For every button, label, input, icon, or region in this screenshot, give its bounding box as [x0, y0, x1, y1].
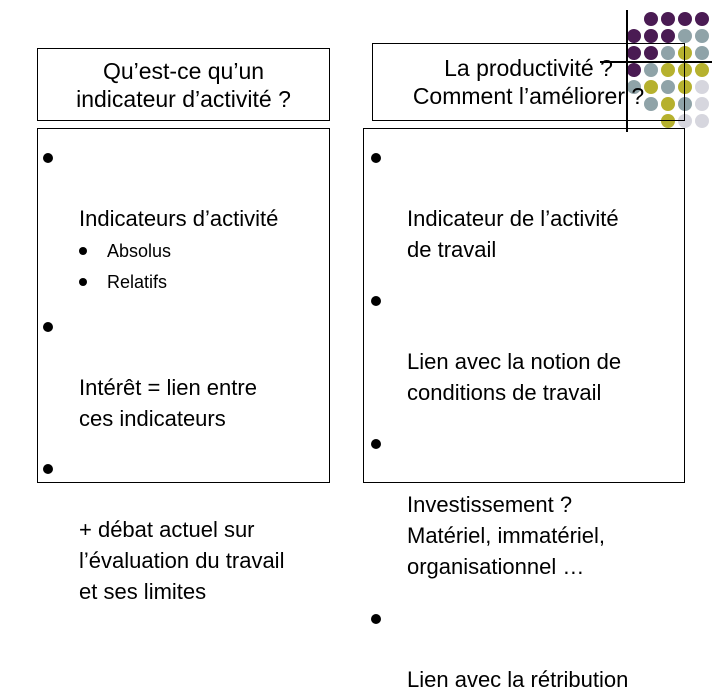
decorative-dot	[661, 29, 675, 43]
decorative-dot	[678, 29, 692, 43]
bullet-dot	[43, 153, 53, 163]
decorative-dot	[644, 29, 658, 43]
bullet-dot	[371, 296, 381, 306]
decorative-dot	[695, 29, 709, 43]
left-sub-item	[79, 236, 323, 267]
left-bullet-list	[43, 141, 323, 607]
left-item-text: Indicateurs d’activité	[79, 206, 279, 231]
right-bullet-list	[371, 141, 681, 695]
left-item-text: + débat actuel sur l’évaluation du travail et ses limites	[79, 517, 285, 604]
decorative-dot	[678, 12, 692, 26]
left-sub-item	[79, 267, 323, 298]
left-list-item	[43, 141, 323, 234]
sub-bullet-dot	[79, 278, 87, 286]
right-list-item	[371, 602, 681, 695]
bullet-dot	[43, 322, 53, 332]
decorative-dot	[695, 63, 709, 77]
right-item-text: Investissement ? Matériel, immatériel, organisationnel …	[407, 492, 606, 579]
right-list-item	[371, 284, 681, 408]
right-title-box	[372, 43, 685, 121]
left-list-item	[43, 452, 323, 607]
right-item-text: Lien avec la notion de conditions de travail	[407, 349, 622, 405]
right-list-item	[371, 427, 681, 582]
left-item-text: Intérêt = lien entre ces indicateurs	[79, 375, 257, 431]
bullet-dot	[371, 614, 381, 624]
bullet-dot	[43, 464, 53, 474]
decorative-dot	[695, 97, 709, 111]
right-item-text: Lien avec la rétribution	[407, 667, 629, 692]
bullet-dot	[371, 439, 381, 449]
decorative-dot	[695, 114, 709, 128]
decorative-dot	[627, 29, 641, 43]
right-title: La productivité ? Comment l’améliorer ?	[412, 55, 645, 109]
decorative-dot	[695, 46, 709, 60]
sub-bullet-dot	[79, 247, 87, 255]
decorative-dot	[644, 12, 658, 26]
right-list-item	[371, 141, 681, 265]
decorative-dot	[695, 12, 709, 26]
bullet-dot	[371, 153, 381, 163]
left-subitem-text: Relatifs	[107, 272, 168, 292]
decorative-dot	[695, 80, 709, 94]
left-title: Qu’est-ce qu’un indicateur d’activité ?	[76, 57, 291, 112]
right-item-text: Indicateur de l’activité de travail	[407, 206, 619, 262]
left-subitem-text: Absolus	[107, 241, 172, 261]
left-list-item	[43, 310, 323, 434]
decorative-dot	[661, 12, 675, 26]
left-title-box	[37, 48, 330, 121]
